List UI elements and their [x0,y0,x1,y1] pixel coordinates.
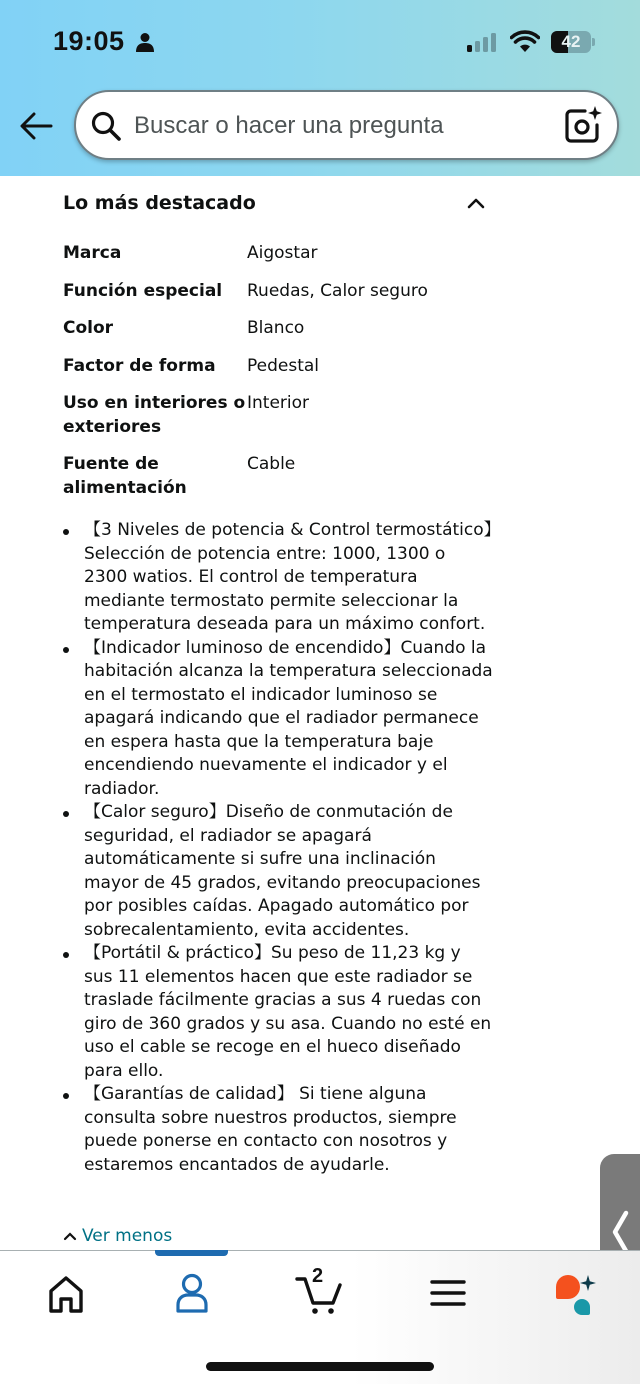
chevron-up-icon [63,1231,77,1241]
chevron-up-icon[interactable] [464,194,488,212]
spec-key: Marca [63,243,122,263]
nav-menu[interactable] [424,1271,472,1315]
nav-rufus-assistant[interactable] [552,1271,600,1315]
header [0,0,640,176]
bullet-text: 【Garantías de calidad】 Si tiene alguna consulta sobre nuestros productos, siempre puede ponerse en contacto con nosotros y estaremos encantados de ayudarle. [84,1084,457,1175]
person-icon [135,32,155,52]
signal-icon [467,32,499,52]
home-indicator [206,1362,434,1371]
see-less-label: Ver menos [82,1226,173,1246]
bullet-text: 【Calor seguro】Diseño de conmutación de seguridad, el radiador se apagará automáticamente si sufre una inclinación mayor de 45 grados, evitando preocupaciones por posibles caídas. Apagado automático por sobrecalentamiento, evita accidentes. [84,802,481,940]
cart-count-badge: 2 [312,1265,324,1287]
bullet-dot-icon [63,811,69,817]
arrow-left-icon[interactable] [18,110,54,142]
rufus-assistant-icon [552,1271,600,1315]
product-highlights-section [0,176,640,1250]
spec-key: Uso en interiores o exteriores [63,393,246,437]
bullet-text: 【Portátil & práctico】Su peso de 11,23 kg y sus 11 elementos hacen que este radiador se traslade fácilmente gracias a sus 4 ruedas con giro de 360 grados y su asa. Cuando no esté en uso el cable se recoge en el hueco diseñado para ello. [84,943,492,1081]
bullet-text: 【3 Niveles de potencia & Control termostático】Selección de potencia entre: 1000, 1300 o 2300 watios. El control de temperatura mediante termostato permite seleccionar la temperatura deseada para un máximo confort. [84,520,493,634]
feature-bullet [63,637,493,802]
spec-value: Ruedas, Calor seguro [247,280,428,301]
spec-key: Color [63,318,114,338]
feature-bullet [63,801,493,942]
camera-sparkle-icon[interactable] [563,105,603,145]
search-input[interactable] [134,106,554,146]
status-bar [0,0,640,86]
spec-row [63,317,493,341]
battery-icon [551,31,595,53]
spec-row [63,392,493,439]
feature-bullets [63,519,493,1177]
bottom-nav [0,1250,640,1384]
section-title: Lo más destacado [63,192,256,214]
spec-row [63,453,493,500]
user-icon [168,1271,216,1315]
hamburger-icon [424,1271,472,1315]
bullet-dot-icon [63,647,69,653]
nav-home[interactable] [42,1271,90,1315]
spec-value: Blanco [247,318,305,338]
bullet-dot-icon [63,529,69,535]
feature-bullet [63,519,493,637]
wifi-icon [510,30,540,52]
active-tab-indicator [155,1250,228,1256]
nav-you[interactable] [168,1271,216,1315]
spec-table [63,242,493,514]
spec-key: Fuente de alimentación [63,454,187,498]
home-icon [42,1271,90,1315]
spec-value: Cable [247,454,296,474]
battery-level: 42 [561,32,581,51]
chevron-left-icon [610,1209,630,1255]
spec-key: Factor de forma [63,355,216,376]
bullet-dot-icon [63,952,69,958]
status-time: 19:05 [53,26,125,56]
spec-value: Pedestal [247,355,320,376]
bullet-dot-icon [63,1093,69,1099]
spec-value: Interior [247,393,310,413]
feature-bullet [63,1083,493,1177]
feature-bullet [63,942,493,1083]
search-icon [90,110,122,142]
spec-value: Aigostar [247,243,318,263]
spec-row [63,355,493,379]
spec-row [63,280,493,304]
nav-cart[interactable] [295,1265,343,1315]
see-less-link[interactable] [63,1226,172,1246]
search-bar[interactable] [74,90,619,160]
spec-key: Función especial [63,280,223,301]
spec-row [63,242,493,266]
bullet-text: 【Indicador luminoso de encendido】Cuando la habitación alcanza la temperatura seleccionada en el termostato el indicador luminoso se apagará indicando que el radiador permanece en espera hasta que la temperatura baje encendiendo nuevamente el indicador y el radiador. [84,637,493,799]
